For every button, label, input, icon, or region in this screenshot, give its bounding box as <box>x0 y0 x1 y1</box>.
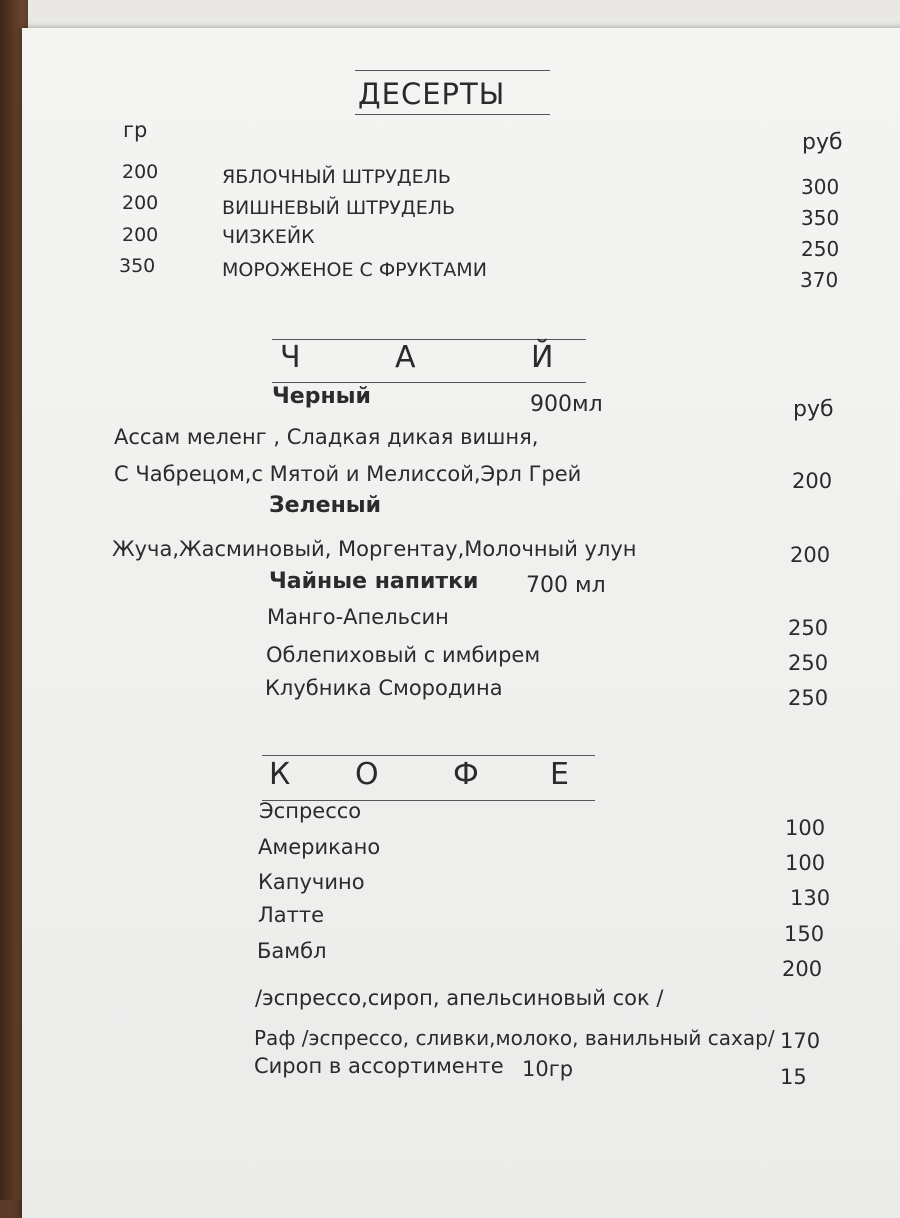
tea-drink-name: Клубника Смородина <box>265 676 503 700</box>
tea-title-letter: А <box>395 340 416 375</box>
dessert-weight: 200 <box>122 192 159 214</box>
dessert-price: 370 <box>800 268 839 292</box>
tea-drink-name: Манго-Апельсин <box>267 605 449 629</box>
desserts-title: ДЕСЕРТЫ <box>358 77 506 111</box>
black-tea-volume: 900мл <box>530 392 603 417</box>
syrup-price: 15 <box>780 1065 807 1089</box>
black-tea-line: С Чабрецом,с Мятой и Мелиссой,Эрл Грей <box>114 462 582 486</box>
dessert-name: МОРОЖЕНОЕ С ФРУКТАМИ <box>222 259 487 281</box>
dessert-name: ЯБЛОЧНЫЙ ШТРУДЕЛЬ <box>222 166 451 188</box>
dessert-price: 350 <box>801 206 840 230</box>
black-tea-price: 200 <box>792 469 833 493</box>
dessert-price: 250 <box>801 237 840 261</box>
coffee-price: 200 <box>782 957 823 981</box>
tea-drink-name: Облепиховый с имбирем <box>266 643 541 667</box>
coffee-title-letter: Е <box>550 757 569 792</box>
weight-header: гр <box>123 118 148 142</box>
dessert-name: ЧИЗКЕЙК <box>222 226 315 248</box>
green-tea-heading: Зеленый <box>269 493 382 518</box>
desserts-rule-top <box>355 70 550 71</box>
syrup-weight: 10гр <box>522 1057 574 1081</box>
coffee-name: Латте <box>258 903 325 927</box>
tea-drink-price: 250 <box>788 651 829 675</box>
coffee-price: 100 <box>785 851 826 875</box>
coffee-price: 130 <box>790 886 831 910</box>
green-tea-line: Жуча,Жасминовый, Моргентау,Молочный улун <box>112 537 637 561</box>
dessert-weight: 200 <box>122 224 159 246</box>
coffee-price: 100 <box>785 816 826 840</box>
coffee-price: 150 <box>784 922 825 946</box>
coffee-name: Американо <box>258 835 381 859</box>
coffee-title-letter: К <box>269 757 291 792</box>
dessert-weight: 200 <box>122 161 159 183</box>
black-tea-line: Ассам меленг , Сладкая дикая вишня, <box>114 425 539 449</box>
tea-drink-price: 250 <box>788 686 829 710</box>
syrup-name: Сироп в ассортименте <box>254 1054 504 1078</box>
dessert-price: 300 <box>801 175 840 199</box>
menu-page <box>22 28 900 1218</box>
coffee-title-letter: О <box>355 757 379 792</box>
dessert-weight: 350 <box>119 255 156 277</box>
tea-drinks-volume: 700 мл <box>526 573 606 598</box>
tea-rule-bottom <box>272 382 586 383</box>
desserts-price-header: руб <box>802 130 843 155</box>
tea-drinks-heading: Чайные напитки <box>269 569 479 594</box>
coffee-rule-top <box>262 755 595 756</box>
coffee-name: Эспрессо <box>259 799 362 823</box>
coffee-name: Капучино <box>258 870 365 894</box>
coffee-name: Бамбл <box>257 939 327 963</box>
desserts-rule-bottom <box>355 114 550 115</box>
black-tea-heading: Черный <box>272 384 371 409</box>
raf-price: 170 <box>780 1029 821 1053</box>
dessert-name: ВИШНЕВЫЙ ШТРУДЕЛЬ <box>222 197 456 219</box>
coffee-title-letter: Ф <box>453 757 479 792</box>
bumble-note: /эспрессо,сироп, апельсиновый сок / <box>255 986 664 1010</box>
tea-price-header: руб <box>793 397 834 422</box>
tea-title-letter: Ч <box>280 340 301 375</box>
tea-title-letter: Й <box>531 340 554 375</box>
raf-name: Раф /эспрессо, сливки,молоко, ванильный сахар/ <box>254 1026 775 1050</box>
tea-drink-price: 250 <box>788 616 829 640</box>
green-tea-price: 200 <box>790 543 831 567</box>
